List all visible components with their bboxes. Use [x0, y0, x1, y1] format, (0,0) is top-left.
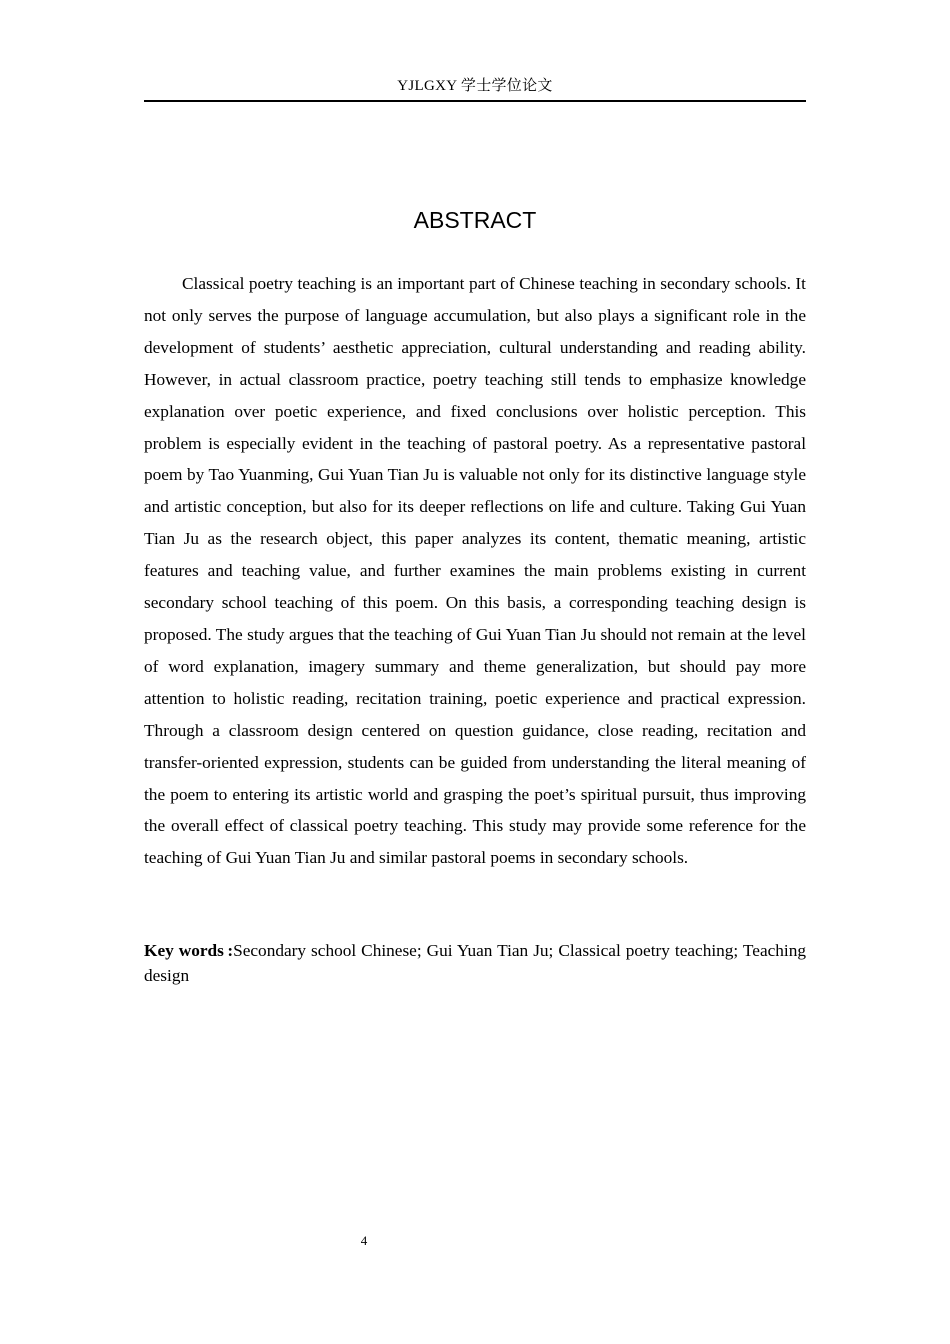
keywords-line	[144, 938, 806, 988]
keywords-label: Key words :	[144, 941, 234, 960]
keywords-text: Secondary school Chinese; Gui Yuan Tian Ju; Classical poetry teaching; Teaching design	[144, 941, 807, 985]
running-header: YJLGXY 学士学位论文	[397, 78, 553, 94]
abstract-body: Classical poetry teaching is an important part of Chinese teaching in secondary schools. It not only serves the purpose of language accumulation, but also plays a significant role in the development of students’ aesthetic appreciation, cultural understanding and reading ability. However, in actual classroom practice, poetry teaching still tends to emphasize knowledge explanation over poetic experience, and fixed conclusions over holistic perception. This problem is especially evident in the teaching of pastoral poetry. As a representative pastoral poem by Tao Yuanming, Gui Yuan Tian Ju is valuable not only for its distinctive language style and artistic conception, but also for its deeper reflections on life and culture. Taking Gui Yuan Tian Ju as the research object, this paper analyzes its content, thematic meaning, artistic features and teaching value, and further examines the main problems existing in current secondary school teaching of this poem. On this basis, a corresponding teaching design is proposed. The study argues that the teaching of Gui Yuan Tian Ju should not remain at the level of word explanation, imagery summary and theme generalization, but should pay more attention to holistic reading, recitation training, poetic experience and practical expression. Through a classroom design centered on question guidance, close reading, recitation and transfer-oriented expression, students can be guided from understanding the literal meaning of the poem to entering its artistic world and grasping the poet’s spiritual pursuit, thus improving the overall effect of classical poetry teaching. This study may provide some reference for the teaching of Gui Yuan Tian Ju and similar pastoral poems in secondary schools.	[144, 274, 806, 868]
abstract-title: ABSTRACT	[413, 207, 537, 233]
page-number: 4	[360, 1233, 368, 1248]
header-rule	[144, 100, 806, 102]
